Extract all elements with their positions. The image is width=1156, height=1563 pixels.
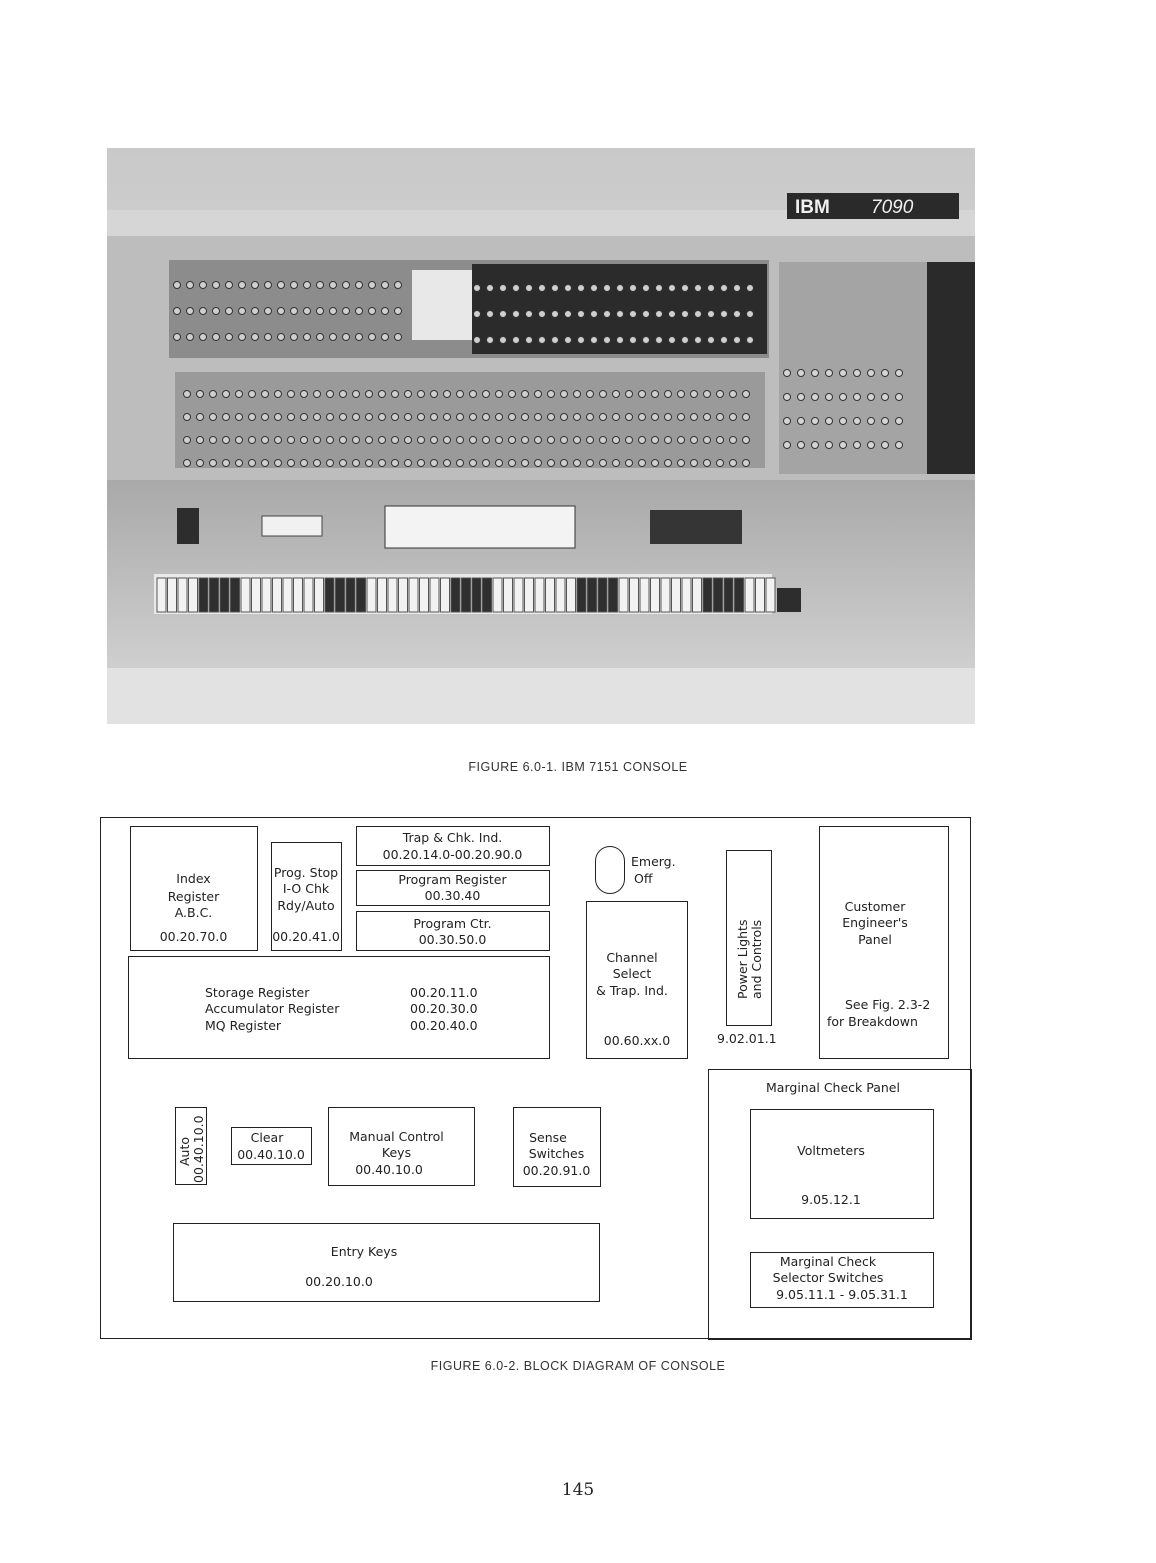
figure-1-caption: FIGURE 6.0-1. IBM 7151 CONSOLE: [468, 760, 688, 774]
ce-panel-label-1: Customer: [844, 899, 906, 914]
ce-panel-note-1: See Fig. 2.3-2: [845, 997, 931, 1012]
program-ctr-label: Program Ctr.: [413, 916, 492, 931]
channel-select-code: 00.60.xx.0: [603, 1033, 671, 1048]
entry-keys-label: Entry Keys: [330, 1244, 398, 1259]
mq-register-code: 00.20.40.0: [410, 1018, 478, 1033]
power-lights-code: 9.02.01.1: [717, 1031, 777, 1046]
emerg-off-label-2: Off: [634, 871, 653, 886]
logo-number: 7090: [871, 197, 914, 218]
ce-panel-label-2: Engineer's: [842, 915, 908, 930]
sense-switches-box: [513, 1107, 601, 1187]
program-register-code: 00.30.40: [424, 888, 481, 903]
prog-stop-code: 00.20.41.0: [272, 929, 340, 944]
emerg-off-label-1: Emerg.: [631, 854, 676, 869]
prog-stop-label-2: I-O Chk: [282, 881, 330, 896]
ce-panel-box: [819, 826, 949, 1059]
power-lights-box: [726, 850, 772, 1026]
trap-chk-code: 00.20.14.0-00.20.90.0: [382, 847, 523, 862]
figure-2-caption: FIGURE 6.0-2. BLOCK DIAGRAM OF CONSOLE: [430, 1359, 726, 1373]
auto-box: [175, 1107, 207, 1185]
trap-chk-box: [356, 826, 550, 866]
entry-keys-code: 00.20.10.0: [305, 1274, 373, 1289]
accumulator-register-label: Accumulator Register: [205, 1001, 340, 1016]
voltmeters-box: [750, 1109, 934, 1219]
marginal-check-panel-title: Marginal Check Panel: [766, 1080, 900, 1095]
marginal-selector-box: [750, 1252, 934, 1308]
program-ctr-box: [356, 911, 550, 951]
index-register-code: 00.20.70.0: [159, 929, 228, 944]
manual-control-keys-box: [328, 1107, 475, 1186]
marginal-selector-label-2: Selector Switches: [772, 1270, 884, 1285]
storage-register-box: [128, 956, 550, 1059]
auto-label: Auto: [177, 1136, 192, 1166]
marginal-check-panel: [708, 1069, 972, 1340]
marginal-selector-code: 9.05.11.1 - 9.05.31.1: [776, 1287, 908, 1302]
index-register-box: [130, 826, 258, 951]
prog-stop-label-3: Rdy/Auto: [277, 898, 335, 913]
sense-switches-code: 00.20.91.0: [522, 1163, 591, 1178]
manual-control-code: 00.40.10.0: [355, 1162, 423, 1177]
ce-panel-label-3: Panel: [858, 932, 892, 947]
ce-panel-note-2: for Breakdown: [827, 1014, 918, 1029]
channel-select-box: [586, 901, 688, 1059]
clear-box: [231, 1127, 312, 1165]
power-lights-label-2: and Controls: [749, 919, 764, 999]
channel-select-label-2: Select: [612, 966, 652, 981]
trap-chk-label: Trap & Chk. Ind.: [402, 830, 503, 845]
manual-control-label-1: Manual Control: [349, 1129, 444, 1144]
voltmeters-code: 9.05.12.1: [801, 1192, 861, 1207]
manual-control-label-2: Keys: [381, 1145, 412, 1160]
sense-switches-label-1: Sense: [529, 1130, 567, 1145]
marginal-selector-label-1: Marginal Check: [779, 1254, 877, 1269]
page-number: 145: [561, 1480, 595, 1500]
console-photo: [107, 148, 975, 724]
mq-register-label: MQ Register: [205, 1018, 282, 1033]
program-register-label: Program Register: [398, 872, 507, 887]
prog-stop-label-1: Prog. Stop: [273, 865, 339, 880]
auto-code: 00.40.10.0: [191, 1115, 206, 1183]
sense-switches-label-2: Switches: [528, 1146, 585, 1161]
entry-keys-box: [173, 1223, 600, 1302]
power-lights-label-1: Power Lights: [735, 919, 750, 999]
channel-select-label-3: & Trap. Ind.: [596, 983, 668, 998]
storage-register-label: Storage Register: [205, 985, 310, 1000]
block-diagram: [100, 817, 971, 1339]
clear-code: 00.40.10.0: [237, 1147, 305, 1162]
logo-text: IBM: [795, 197, 830, 218]
accumulator-register-code: 00.20.30.0: [410, 1001, 478, 1016]
prog-stop-box: [271, 842, 342, 951]
voltmeters-label: Voltmeters: [797, 1143, 865, 1158]
program-ctr-code: 00.30.50.0: [418, 932, 487, 947]
clear-label: Clear: [250, 1130, 284, 1145]
emerg-off-button: [595, 846, 625, 894]
program-register-box: [356, 870, 550, 906]
index-register-label-2: Register: [167, 889, 220, 904]
storage-register-code: 00.20.11.0: [410, 985, 478, 1000]
index-register-label-1: Index: [176, 871, 211, 886]
index-register-label-3: A.B.C.: [174, 905, 213, 920]
channel-select-label-1: Channel: [606, 950, 658, 965]
